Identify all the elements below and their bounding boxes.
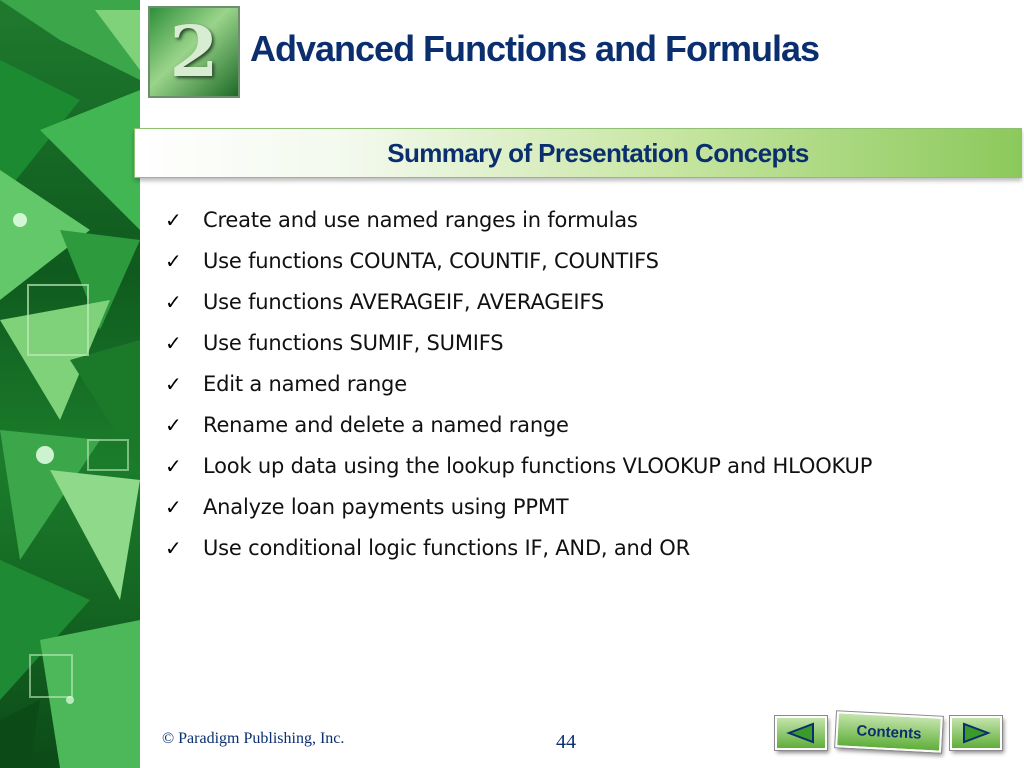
list-item-text: Use functions SUMIF, SUMIFS <box>203 330 504 355</box>
decorative-side-strip <box>0 0 140 768</box>
checkmark-icon: ✓ <box>165 248 182 273</box>
checkmark-icon: ✓ <box>165 412 182 437</box>
list-item <box>165 404 1005 445</box>
list-item-text: Use conditional logic functions IF, AND, and OR <box>203 535 690 560</box>
list-item-text: Use functions COUNTA, COUNTIF, COUNTIFS <box>203 248 659 273</box>
list-item-text: Create and use named ranges in formulas <box>203 207 638 232</box>
list-item <box>165 281 1005 322</box>
list-item <box>165 199 1005 240</box>
list-item <box>165 240 1005 281</box>
checkmark-icon: ✓ <box>165 494 182 519</box>
left-triangle-icon <box>786 722 816 744</box>
list-item <box>165 322 1005 363</box>
list-item-text: Rename and delete a named range <box>203 412 569 437</box>
list-item <box>165 527 1005 568</box>
checkmark-icon: ✓ <box>165 330 182 355</box>
checkmark-icon: ✓ <box>165 207 182 232</box>
list-item-text: Analyze loan payments using PPMT <box>203 494 569 519</box>
list-item <box>165 363 1005 404</box>
list-item <box>165 445 1005 486</box>
list-item-text: Edit a named range <box>203 371 407 396</box>
checkmark-icon: ✓ <box>165 371 182 396</box>
list-item-text: Use functions AVERAGEIF, AVERAGEIFS <box>203 289 605 314</box>
page-title: Advanced Functions and Formulas <box>250 28 820 69</box>
chapter-number: 2 <box>169 10 219 93</box>
chapter-number-badge <box>148 6 240 98</box>
right-triangle-icon <box>961 722 991 744</box>
list-item <box>165 486 1005 527</box>
list-item-text: Look up data using the lookup functions VLOOKUP and HLOOKUP <box>203 453 873 478</box>
section-banner-text: Summary of Presentation Concepts <box>387 137 809 168</box>
checkmark-icon: ✓ <box>165 535 182 560</box>
page-number: 44 <box>556 731 576 753</box>
contents-button[interactable] <box>835 711 943 752</box>
contents-button-label: Contents <box>856 721 922 743</box>
next-slide-button[interactable] <box>950 716 1002 750</box>
copyright-text: © Paradigm Publishing, Inc. <box>162 730 345 747</box>
section-banner <box>134 128 1022 178</box>
previous-slide-button[interactable] <box>775 716 827 750</box>
checkmark-icon: ✓ <box>165 289 182 314</box>
concept-list <box>165 199 1005 568</box>
checkmark-icon: ✓ <box>165 453 182 478</box>
